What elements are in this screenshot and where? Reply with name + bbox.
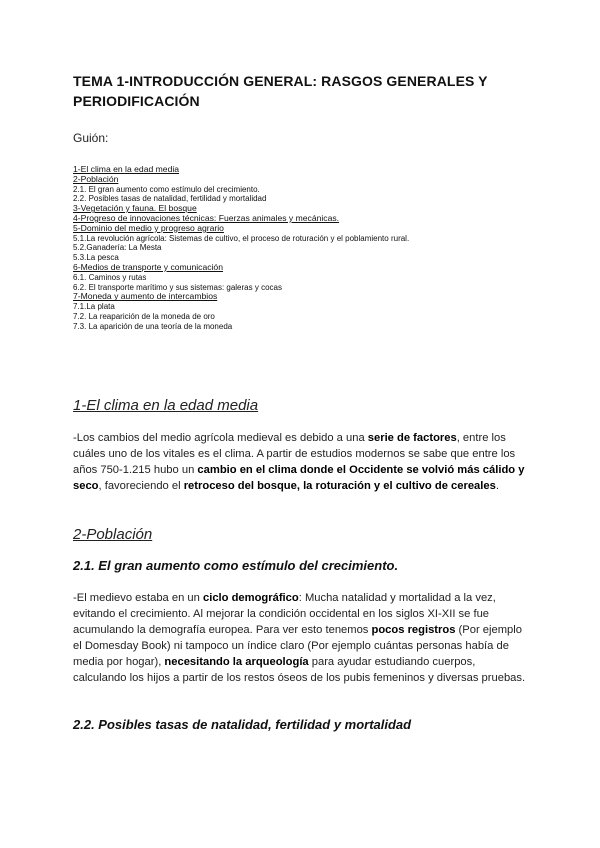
- toc-item: 5.1.La revolución agrícola: Sistemas de cultivo, el proceso de roturación y el poblamiento rural.: [73, 233, 410, 243]
- text-run: (Por ejemplo el Domesday Book) ni tampoco un índice claro (Por ejemplo cuántas personas había de media por hogar),: [73, 624, 522, 668]
- toc-item[interactable]: 6-Medios de transporte y comunicación: [73, 261, 223, 272]
- section1-paragraph: [73, 430, 529, 494]
- toc-item[interactable]: 7-Moneda y aumento de intercambios: [73, 291, 218, 302]
- table-of-contents: [73, 165, 553, 332]
- bold-run: necesitando la arqueología: [164, 656, 309, 668]
- text-run: .: [495, 480, 499, 492]
- section2-heading: 2-Población: [73, 526, 153, 543]
- text-run: -El medievo estaba en un: [73, 592, 203, 604]
- toc-item: 2.2. Posibles tasas de natalidad, fertilidad y mortalidad: [73, 194, 267, 204]
- text-run: para ayudar estudiando cuerpos, calculando los hijos a partir de los restos óseos de los pubis femeninos y diversas pruebas.: [73, 656, 526, 684]
- toc-item: 7.2. La reaparición de la moneda de oro: [73, 311, 215, 321]
- bold-run: cambio en el clima donde el Occidente se volvió más cálido y seco: [73, 464, 525, 492]
- text-run: : Mucha natalidad y mortalidad a la vez, evitando el crecimiento. Al mejorar la condición occidental en los siglos XI-XII se fue acumulando la demografía europea. Para ver esto tenemos: [73, 592, 496, 636]
- guion-label: Guión:: [73, 131, 109, 145]
- bold-run: retroceso del bosque, la roturación y el cultivo de cereales: [183, 480, 496, 492]
- toc-item: 2.1. El gran aumento como estímulo del crecimiento.: [73, 184, 260, 194]
- toc-item: 6.1. Caminos y rutas: [73, 272, 147, 282]
- bold-run: ciclo demográfico: [202, 592, 299, 604]
- toc-item: 5.2.Ganadería: La Mesta: [73, 243, 162, 253]
- section1-heading: 1-El clima en la edad media: [73, 397, 259, 414]
- text-run: -Los cambios del medio agrícola medieval es debido a una: [73, 432, 368, 444]
- text-run: , favoreciendo el: [98, 480, 184, 492]
- toc-item: 7.1.La plata: [73, 302, 115, 312]
- toc-item: 5.3.La pesca: [73, 253, 119, 263]
- toc-item[interactable]: 3-Vegetación y fauna. El bosque: [73, 203, 197, 214]
- toc-item[interactable]: 4-Progreso de innovaciones técnicas: Fuerzas animales y mecánicas.: [73, 212, 340, 223]
- toc-item: 7.3. La aparición de una teoría de la moneda: [73, 321, 233, 331]
- text-run: , entre los cuáles uno de los vitales es el clima. A partir de estudios modernos se sabe que entre los años 750-1.215 hubo un: [73, 432, 516, 476]
- subsection-2-1-heading: 2.1. El gran aumento como estímulo del crecimiento.: [73, 558, 399, 573]
- toc-item[interactable]: 2-Población: [73, 173, 119, 184]
- bold-run: pocos registros: [371, 624, 456, 636]
- toc-item: 6.2. El transporte marítimo y sus sistemas: galeras y cocas: [73, 282, 282, 292]
- toc-item[interactable]: 1-El clima en la edad media: [73, 164, 180, 174]
- document-title: TEMA 1-INTRODUCCIÓN GENERAL: RASGOS GENERALES Y PERIODIFICACIÓN: [73, 73, 488, 109]
- bold-run: serie de factores: [367, 432, 457, 444]
- toc-item[interactable]: 5-Dominio del medio y progreso agrario: [73, 222, 224, 233]
- section2-paragraph: [73, 590, 529, 686]
- subsection-2-2-heading: 2.2. Posibles tasas de natalidad, fertilidad y mortalidad: [73, 717, 412, 732]
